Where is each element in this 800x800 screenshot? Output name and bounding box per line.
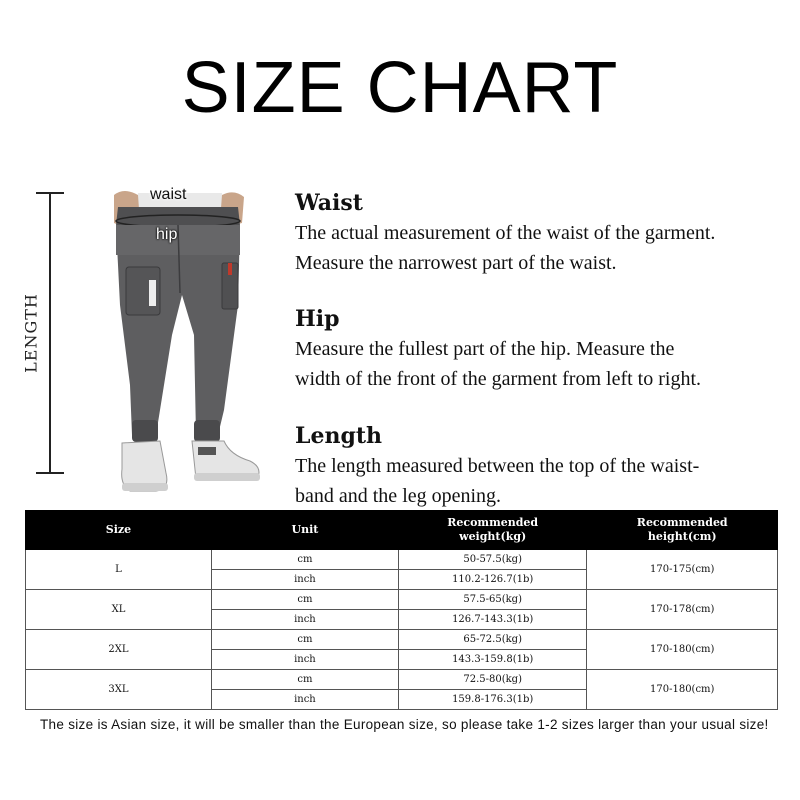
size-note: The size is Asian size, it will be smaller than the European size, so please take 1-2 sizes larger than your usual size!: [40, 717, 769, 732]
waist-text-line-1: The actual measurement of the waist of the garment.: [295, 222, 716, 244]
size-table: [25, 510, 778, 710]
length-heading: Length: [295, 423, 383, 449]
size-cell: 3XL: [26, 670, 212, 710]
waist-label: waist: [150, 186, 187, 203]
header-unit: Unit: [211, 511, 398, 550]
unit-cell: cm: [211, 590, 398, 610]
hip-description: [295, 306, 785, 394]
weight-cell: 50-57.5(kg): [398, 550, 587, 570]
weight-cell: 110.2-126.7(1b): [398, 570, 587, 590]
unit-cell: inch: [211, 570, 398, 590]
weight-cell: 65-72.5(kg): [398, 630, 587, 650]
weight-cell: 159.8-176.3(1b): [398, 690, 587, 710]
page-title: SIZE CHART: [181, 48, 619, 128]
table-row: [26, 590, 778, 610]
size-cell: 2XL: [26, 630, 212, 670]
height-cell: 170-175(cm): [587, 550, 778, 590]
header-height: Recommended height(cm): [587, 511, 778, 550]
hip-text-line-1: Measure the fullest part of the hip. Measure the: [295, 338, 675, 360]
height-cell: 170-180(cm): [587, 630, 778, 670]
table-header-row: [26, 511, 778, 550]
height-cell: 170-178(cm): [587, 590, 778, 630]
size-cell: XL: [26, 590, 212, 630]
pants-illustration: [100, 185, 270, 500]
length-text-line-1: The length measured between the top of the waist-: [295, 455, 700, 477]
header-weight: Recommended weight(kg): [398, 511, 587, 550]
unit-cell: inch: [211, 610, 398, 630]
height-cell: 170-180(cm): [587, 670, 778, 710]
table-row: [26, 630, 778, 650]
size-cell: L: [26, 550, 212, 590]
unit-cell: inch: [211, 650, 398, 670]
length-axis-label: LENGTH: [21, 293, 41, 373]
length-text-line-2: band and the leg opening.: [295, 485, 502, 507]
waist-description: [295, 190, 785, 278]
unit-cell: inch: [211, 690, 398, 710]
hip-label: hip: [156, 226, 178, 243]
unit-cell: cm: [211, 670, 398, 690]
table-row: [26, 550, 778, 570]
weight-cell: 143.3-159.8(1b): [398, 650, 587, 670]
length-description: [295, 423, 785, 511]
length-ruler: [36, 192, 66, 474]
weight-cell: 57.5-65(kg): [398, 590, 587, 610]
table-row: [26, 670, 778, 690]
weight-cell: 126.7-143.3(1b): [398, 610, 587, 630]
unit-cell: cm: [211, 550, 398, 570]
hip-heading: Hip: [295, 306, 340, 332]
weight-cell: 72.5-80(kg): [398, 670, 587, 690]
hip-text-line-2: width of the front of the garment from left to right.: [295, 368, 702, 390]
unit-cell: cm: [211, 630, 398, 650]
waist-text-line-2: Measure the narrowest part of the waist.: [295, 252, 617, 274]
header-size: Size: [26, 511, 212, 550]
waist-heading: Waist: [295, 190, 363, 216]
